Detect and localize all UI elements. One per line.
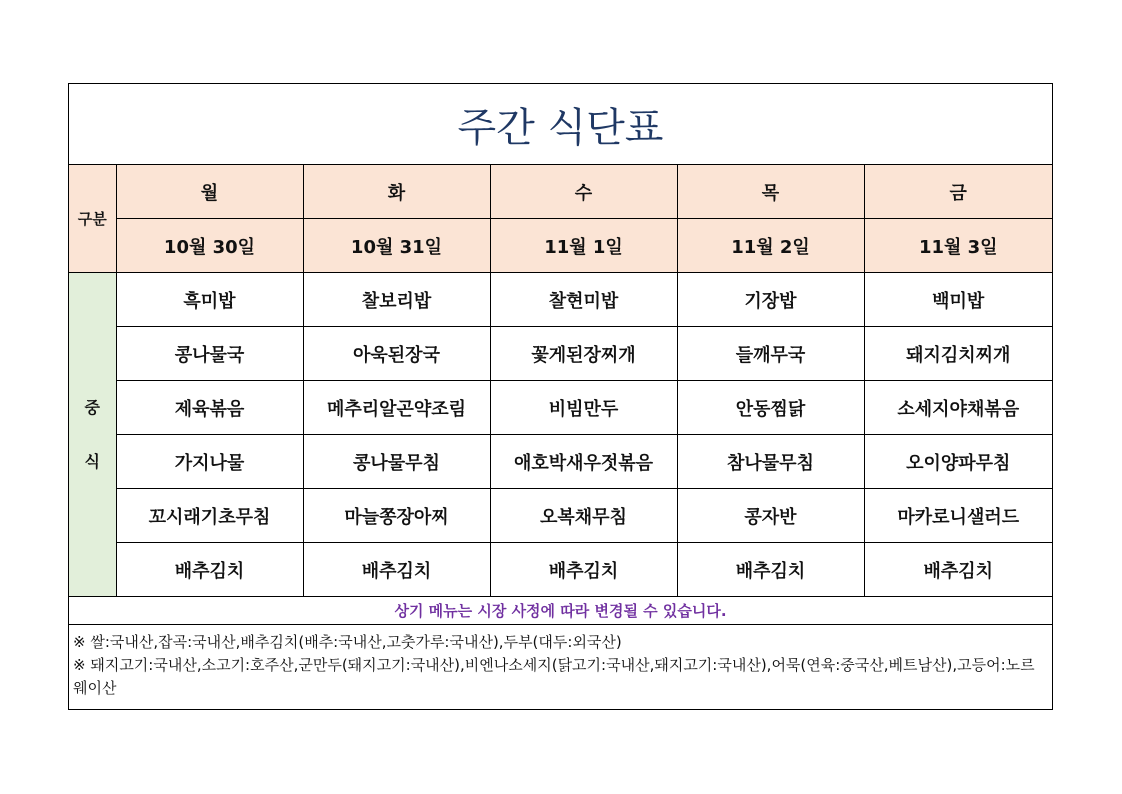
- origin-line: ※ 쌀:국내산,잡곡:국내산,배추김치(배추:국내산,고춧가루:국내산),두부(대두:외국산): [73, 633, 622, 651]
- menu-cell: 오이양파무침: [864, 435, 1052, 489]
- day-header: 금: [864, 165, 1052, 219]
- menu-row: [69, 543, 1052, 597]
- menu-cell: 제육볶음: [116, 381, 303, 435]
- menu-cell: 들깨무국: [677, 327, 864, 381]
- menu-cell: 콩자반: [677, 489, 864, 543]
- menu-cell: 안동찜닭: [677, 381, 864, 435]
- menu-cell: 메추리알곤약조림: [303, 381, 490, 435]
- menu-cell: 가지나물: [116, 435, 303, 489]
- menu-cell: 배추김치: [116, 543, 303, 597]
- day-header: 월: [116, 165, 303, 219]
- gubun-label: 구분: [69, 165, 116, 273]
- day-row: [69, 165, 1052, 219]
- menu-cell: 마카로니샐러드: [864, 489, 1052, 543]
- menu-row: [69, 273, 1052, 327]
- menu-cell: 꼬시래기초무침: [116, 489, 303, 543]
- menu-cell: 콩나물국: [116, 327, 303, 381]
- date-header: 11월 2일: [677, 219, 864, 273]
- menu-cell: 마늘쫑장아찌: [303, 489, 490, 543]
- lunch-label: [69, 273, 116, 597]
- day-header: 수: [490, 165, 677, 219]
- date-header: 10월 30일: [116, 219, 303, 273]
- menu-row: [69, 327, 1052, 381]
- menu-cell: 배추김치: [864, 543, 1052, 597]
- date-header: 11월 1일: [490, 219, 677, 273]
- menu-row: [69, 381, 1052, 435]
- day-header: 화: [303, 165, 490, 219]
- menu-row: [69, 489, 1052, 543]
- lunch-label-char: 중: [84, 397, 100, 417]
- menu-cell: 오복채무침: [490, 489, 677, 543]
- menu-cell: 흑미밥: [116, 273, 303, 327]
- menu-cell: 참나물무침: [677, 435, 864, 489]
- lunch-label-char: 식: [84, 451, 100, 471]
- weekly-menu-sheet: [68, 83, 1053, 710]
- menu-cell: 꽃게된장찌개: [490, 327, 677, 381]
- menu-cell: 배추김치: [677, 543, 864, 597]
- menu-cell: 백미밥: [864, 273, 1052, 327]
- origin-info: [69, 625, 1052, 700]
- menu-cell: 기장밥: [677, 273, 864, 327]
- menu-cell: 찰현미밥: [490, 273, 677, 327]
- menu-cell: 콩나물무침: [303, 435, 490, 489]
- date-header: 10월 31일: [303, 219, 490, 273]
- menu-cell: 찰보리밥: [303, 273, 490, 327]
- menu-table: [69, 165, 1052, 597]
- menu-cell: 아욱된장국: [303, 327, 490, 381]
- notice-text: 상기 메뉴는 시장 사정에 따라 변경될 수 있습니다.: [69, 597, 1052, 625]
- day-header: 목: [677, 165, 864, 219]
- menu-cell: 배추김치: [490, 543, 677, 597]
- date-row: [69, 219, 1052, 273]
- menu-cell: 소세지야채볶음: [864, 381, 1052, 435]
- menu-cell: 배추김치: [303, 543, 490, 597]
- menu-cell: 비빔만두: [490, 381, 677, 435]
- date-header: 11월 3일: [864, 219, 1052, 273]
- origin-line: ※ 돼지고기:국내산,소고기:호주산,군만두(돼지고기:국내산),비엔나소세지(닭고기:국내산,돼지고기:국내산),어묵(연육:중국산,베트남산),고등어:노르웨이산: [73, 656, 1035, 697]
- menu-row: [69, 435, 1052, 489]
- menu-cell: 돼지김치찌개: [864, 327, 1052, 381]
- page-title: 주간 식단표: [69, 84, 1052, 165]
- menu-cell: 애호박새우젓볶음: [490, 435, 677, 489]
